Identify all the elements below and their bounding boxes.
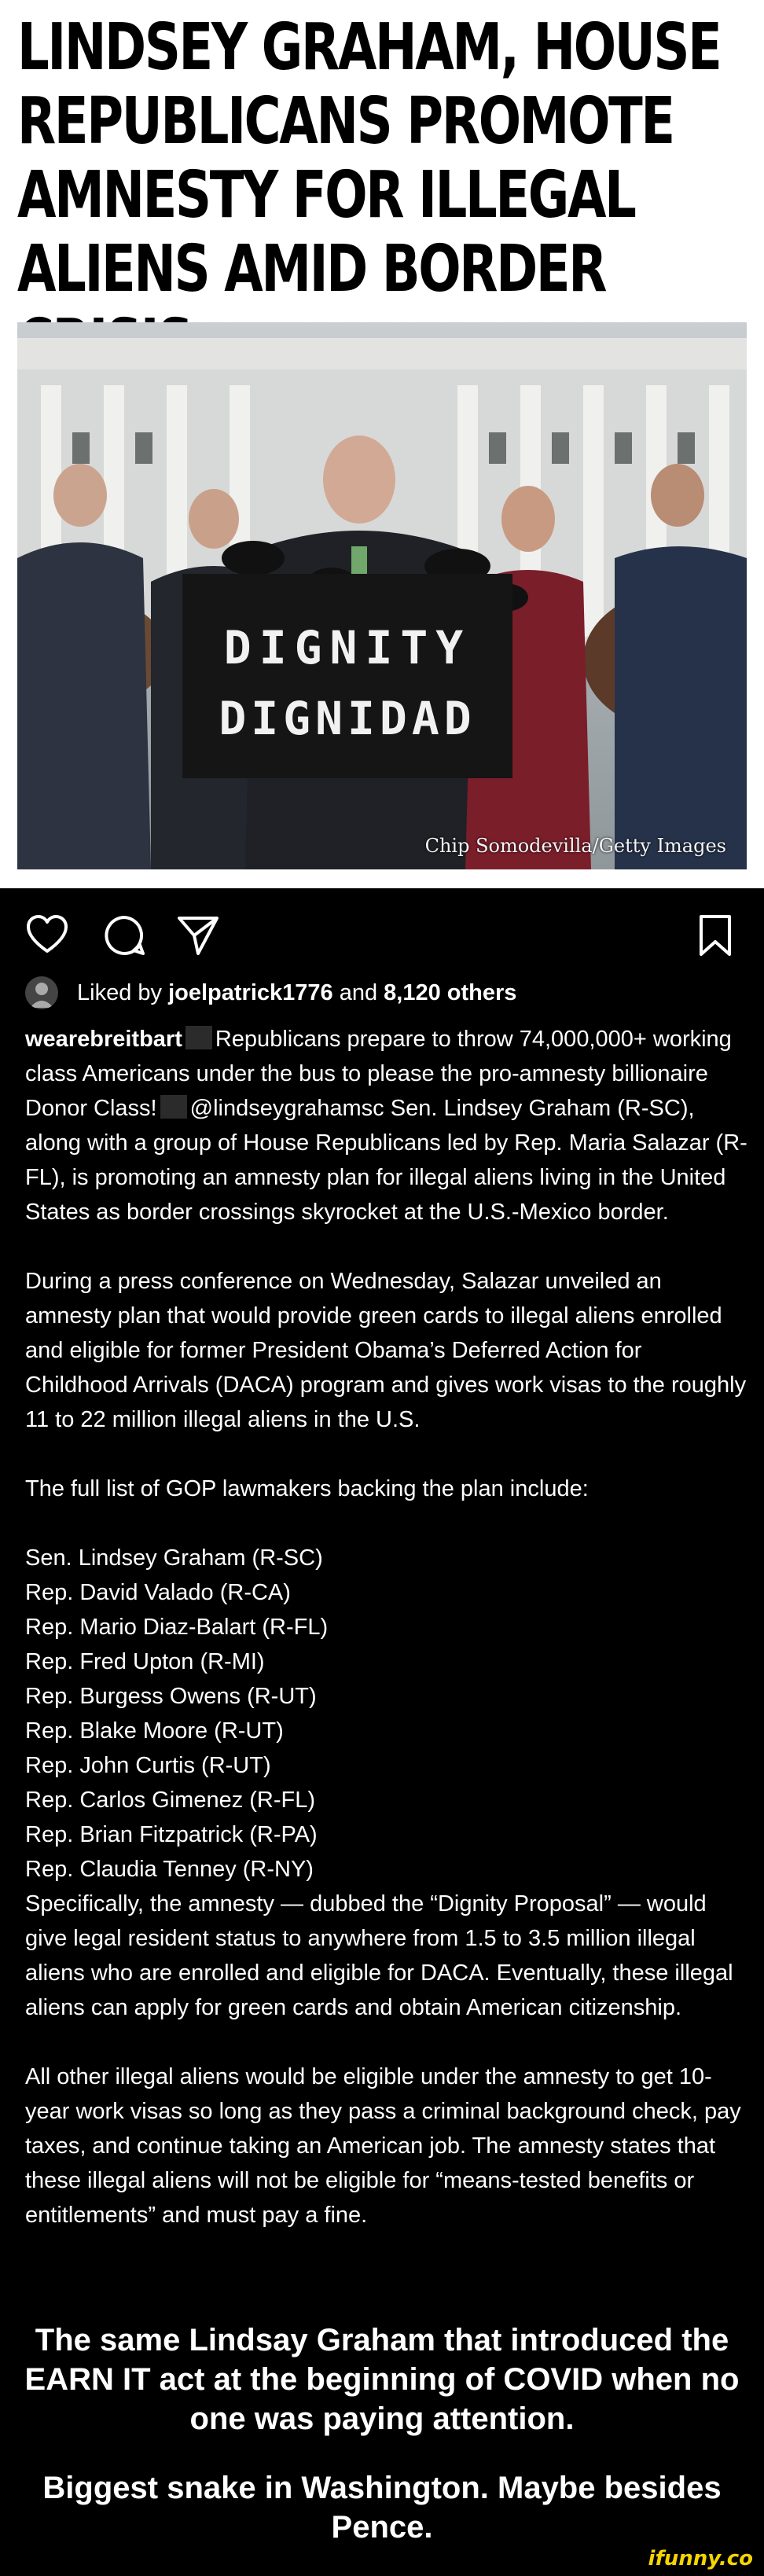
photo-credit: Chip Somodevilla/Getty Images (424, 835, 726, 857)
list-item: Rep. Brian Fitzpatrick (R-PA) (25, 1822, 318, 1847)
caption-username[interactable]: wearebreitbart (25, 1027, 182, 1052)
emoji-placeholder-icon (160, 1095, 187, 1119)
heart-icon[interactable] (24, 912, 71, 959)
list-item: Rep. John Curtis (R-UT) (25, 1753, 271, 1778)
press-conference-photo (17, 322, 747, 869)
lawmakers-list (25, 1541, 748, 1887)
post-caption (25, 1022, 748, 2232)
share-icon[interactable] (174, 912, 222, 959)
likes-text (77, 973, 516, 1012)
list-item: Rep. Mario Diaz-Balart (R-FL) (25, 1615, 329, 1640)
list-item: Rep. Blake Moore (R-UT) (25, 1718, 284, 1744)
podium-sign (182, 574, 512, 778)
article-headline: LINDSEY GRAHAM, HOUSE REPUBLICANS PROMOTE AMNESTY FOR ILLEGAL ALIENS AMID BORDER (17, 10, 721, 307)
list-item: Sen. Lindsey Graham (R-SC) (25, 1545, 323, 1571)
article-card (0, 0, 764, 888)
bookmark-icon[interactable] (692, 912, 739, 959)
comment-icon[interactable] (101, 912, 148, 959)
list-item: Rep. Burgess Owens (R-UT) (25, 1684, 317, 1709)
podium-sign-line2: DIGNIDAD (219, 692, 476, 745)
likes-prefix: Liked by (77, 980, 163, 1005)
overlay-comment-2: Biggest snake in Washington. Maybe besides Pence. (42, 2471, 722, 2545)
caption-paragraph-1: Sen. Lindsey Graham (R-SC), along with a group of House Republicans led by Rep. Maria Salazar (R-FL), is promoting an amnesty plan for illegal aliens living in the United States as border crossings skyrocket at the U.S.-Mexico border. (25, 1096, 747, 1225)
emoji-placeholder-icon (185, 1026, 212, 1049)
podium-sign-line1: DIGNITY (223, 621, 472, 674)
list-item: Rep. Carlos Gimenez (R-FL) (25, 1788, 316, 1813)
caption-list-intro: The full list of GOP lawmakers backing the plan include: (25, 1476, 589, 1501)
caption-intro-text: Republicans prepare to throw 74,000,000+ working class Americans under the bus to please the pro-amnesty billionaire Donor Class! (25, 1027, 732, 1121)
list-item: Rep. David Valado (R-CA) (25, 1580, 291, 1605)
likes-count[interactable]: 8,120 others (384, 980, 517, 1005)
caption-paragraph-2: During a press conference on Wednesday, Salazar unveiled an amnesty plan that would provide green cards to illegal aliens enrolled and eligible for former President Obama’s Deferred Action for Childhood Arrivals (DACA) program and gives work visas to the roughly 11 to 22 million illegal aliens in the U.S. (25, 1269, 747, 1432)
liker-username[interactable]: joelpatrick1776 (168, 980, 333, 1005)
liker-avatar[interactable] (25, 976, 58, 1009)
overlay-comment-1: The same Lindsay Graham that introduced the EARN IT act at the beginning of COVID when no one was paying attention. (24, 2323, 740, 2436)
site-watermark: ifunny.co (648, 2547, 753, 2570)
caption-paragraph-3: Specifically, the amnesty — dubbed the “Dignity Proposal” — would give legal resident status to anywhere from 1.5 to 3.5 million illegal aliens who are enrolled and eligible for DACA. Eventually, these illegal aliens can apply for green cards and obtain American citizenship. (25, 1891, 733, 2020)
post-actions-bar (0, 888, 764, 967)
caption-mention[interactable]: @lindseygrahamsc (189, 1096, 384, 1121)
caption-paragraph-4: All other illegal aliens would be eligible under the amnesty to get 10-year work visas so long as they pass a criminal background check, pay taxes, and continue taking an American job. The amnesty states that these illegal aliens will not be eligible for “means-tested benefits or entitlements” and must pay a fine. (25, 2064, 741, 2228)
list-item: Rep. Fred Upton (R-MI) (25, 1649, 265, 1674)
likes-middle: and (339, 980, 378, 1005)
caption-intro (25, 1022, 748, 1229)
likes-summary[interactable] (25, 973, 748, 1012)
list-item: Rep. Claudia Tenney (R-NY) (25, 1857, 314, 1882)
